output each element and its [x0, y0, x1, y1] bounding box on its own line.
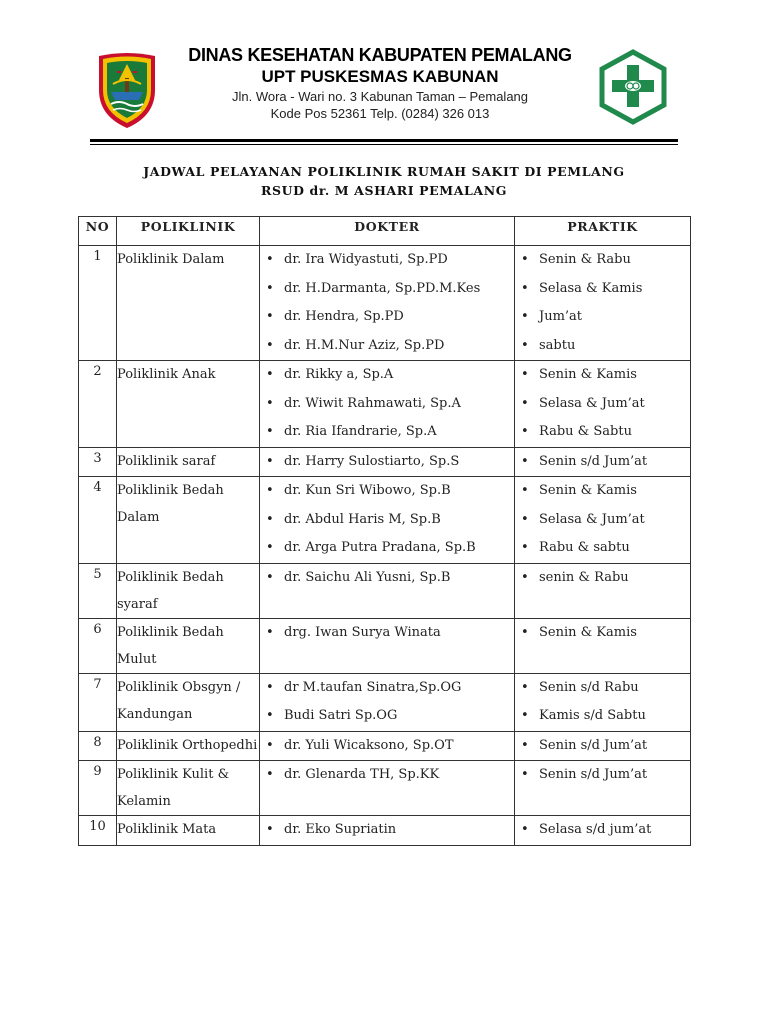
- practice-day-item: • Rabu & sabtu: [515, 534, 690, 563]
- doctor-item: • dr. Eko Supriatin: [260, 816, 514, 845]
- doctor-item: • dr. Ria Ifandrarie, Sp.A: [260, 418, 514, 447]
- practice-day-list: [515, 448, 690, 477]
- practice-day-list: [515, 246, 690, 360]
- contact-line: Kode Pos 52361 Telp. (0284) 326 013: [270, 106, 490, 121]
- doctor-list: [260, 619, 514, 648]
- poliklinik-name: Poliklinik Dalam: [117, 246, 260, 361]
- table-header-row: [79, 217, 691, 246]
- poliklinik-name: Poliklinik Obsgyn / Kandungan: [117, 673, 260, 731]
- doctor-item: • dr. Glenarda TH, Sp.KK: [260, 761, 514, 790]
- practice-day-list: [515, 816, 690, 845]
- doctor-item: • dr. Arga Putra Pradana, Sp.B: [260, 534, 514, 563]
- doctor-item: • dr. Wiwit Rahmawati, Sp.A: [260, 390, 514, 419]
- letterhead: [0, 0, 768, 150]
- practice-day-list: [515, 619, 690, 648]
- agency-name: DINAS KESEHATAN KABUPATEN PEMALANG: [188, 45, 572, 65]
- practice-day-cell: [515, 618, 691, 673]
- table-row: [79, 361, 691, 448]
- poliklinik-name: Poliklinik Bedah Dalam: [117, 477, 260, 564]
- table-row: [79, 246, 691, 361]
- table-row: [79, 761, 691, 816]
- row-number: 7: [79, 673, 117, 731]
- doctor-item: • dr. Abdul Haris M, Sp.B: [260, 506, 514, 535]
- practice-day-item: • Senin s/d Rabu: [515, 674, 690, 703]
- table-row: [79, 618, 691, 673]
- doctor-list: [260, 816, 514, 845]
- practice-day-item: • senin & Rabu: [515, 564, 690, 593]
- doctor-item: • dr. Saichu Ali Yusni, Sp.B: [260, 564, 514, 593]
- table-row: [79, 477, 691, 564]
- doctor-cell: [260, 563, 515, 618]
- practice-day-list: [515, 761, 690, 790]
- doctor-list: [260, 448, 514, 477]
- document-subtitle: RSUD dr. M ASHARI PEMALANG: [260, 183, 508, 198]
- doctor-list: [260, 246, 514, 360]
- row-number: 3: [79, 447, 117, 477]
- practice-day-cell: [515, 361, 691, 448]
- practice-day-item: • Senin & Kamis: [515, 477, 690, 506]
- poliklinik-name: Poliklinik saraf: [117, 447, 260, 477]
- table-row: [79, 447, 691, 477]
- practice-day-item: • Selasa s/d jum’at: [515, 816, 690, 845]
- practice-day-list: [515, 564, 690, 593]
- doctor-list: [260, 564, 514, 593]
- practice-day-cell: [515, 761, 691, 816]
- practice-day-item: • Rabu & Sabtu: [515, 418, 690, 447]
- table-row: [79, 816, 691, 846]
- doctor-cell: [260, 673, 515, 731]
- header-praktik: PRAKTIK: [515, 217, 691, 246]
- doctor-cell: [260, 816, 515, 846]
- row-number: 9: [79, 761, 117, 816]
- practice-day-item: • Kamis s/d Sabtu: [515, 702, 690, 731]
- doctor-item: • dr. Hendra, Sp.PD: [260, 303, 514, 332]
- practice-day-cell: [515, 246, 691, 361]
- doctor-item: • dr. Rikky a, Sp.A: [260, 361, 514, 390]
- poliklinik-name: Poliklinik Kulit & Kelamin: [117, 761, 260, 816]
- unit-name: UPT PUSKESMAS KABUNAN: [261, 67, 499, 86]
- row-number: 8: [79, 731, 117, 761]
- row-number: 2: [79, 361, 117, 448]
- practice-day-cell: [515, 477, 691, 564]
- table-row: [79, 563, 691, 618]
- practice-day-item: • Senin & Kamis: [515, 619, 690, 648]
- doctor-list: [260, 674, 514, 731]
- doctor-item: • dr. Kun Sri Wibowo, Sp.B: [260, 477, 514, 506]
- doctor-cell: [260, 447, 515, 477]
- row-number: 6: [79, 618, 117, 673]
- doctor-list: [260, 761, 514, 790]
- doctor-item: • dr. Harry Sulostiarto, Sp.S: [260, 448, 514, 477]
- row-number: 5: [79, 563, 117, 618]
- regency-emblem-icon: [95, 50, 159, 130]
- doctor-cell: [260, 246, 515, 361]
- doctor-cell: [260, 361, 515, 448]
- row-number: 1: [79, 246, 117, 361]
- practice-day-item: • Selasa & Jum’at: [515, 390, 690, 419]
- doctor-item: • Budi Satri Sp.OG: [260, 702, 514, 731]
- practice-day-list: [515, 361, 690, 447]
- doctor-cell: [260, 761, 515, 816]
- practice-day-item: • Selasa & Jum’at: [515, 506, 690, 535]
- doctor-list: [260, 732, 514, 761]
- doctor-item: • dr. H.Darmanta, Sp.PD.M.Kes: [260, 275, 514, 304]
- practice-day-cell: [515, 447, 691, 477]
- header-dokter: DOKTER: [260, 217, 515, 246]
- practice-day-cell: [515, 731, 691, 761]
- practice-day-item: • Selasa & Kamis: [515, 275, 690, 304]
- address-line: Jln. Wora - Wari no. 3 Kabunan Taman – Pemalang: [231, 89, 529, 104]
- poliklinik-name: Poliklinik Anak: [117, 361, 260, 448]
- poliklinik-name: Poliklinik Bedah syaraf: [117, 563, 260, 618]
- table-row: [79, 673, 691, 731]
- header-no: NO: [79, 217, 117, 246]
- schedule-table: [78, 216, 691, 846]
- practice-day-list: [515, 674, 690, 731]
- practice-day-item: • sabtu: [515, 332, 690, 361]
- practice-day-item: • Senin & Rabu: [515, 246, 690, 275]
- practice-day-cell: [515, 673, 691, 731]
- header-poliklinik: POLIKLINIK: [117, 217, 260, 246]
- row-number: 10: [79, 816, 117, 846]
- letterhead-text: [170, 44, 590, 122]
- poliklinik-name: Poliklinik Orthopedhi: [117, 731, 260, 761]
- doctor-list: [260, 361, 514, 447]
- doctor-item: • dr M.taufan Sinatra,Sp.OG: [260, 674, 514, 703]
- letterhead-rule-thick: [90, 139, 678, 142]
- poliklinik-name: Poliklinik Bedah Mulut: [117, 618, 260, 673]
- doctor-list: [260, 477, 514, 563]
- practice-day-cell: [515, 816, 691, 846]
- practice-day-item: • Senin s/d Jum’at: [515, 761, 690, 790]
- practice-day-item: • Senin s/d Jum’at: [515, 448, 690, 477]
- doctor-cell: [260, 731, 515, 761]
- doctor-cell: [260, 477, 515, 564]
- table-body: [79, 246, 691, 846]
- doctor-item: • drg. Iwan Surya Winata: [260, 619, 514, 648]
- doctor-cell: [260, 618, 515, 673]
- table-row: [79, 731, 691, 761]
- doctor-item: • dr. Ira Widyastuti, Sp.PD: [260, 246, 514, 275]
- puskesmas-emblem-icon: [598, 49, 668, 125]
- doctor-item: • dr. H.M.Nur Aziz, Sp.PD: [260, 332, 514, 361]
- document-title: JADWAL PELAYANAN POLIKLINIK RUMAH SAKIT DI PEMLANG: [143, 164, 625, 179]
- doctor-item: • dr. Yuli Wicaksono, Sp.OT: [260, 732, 514, 761]
- practice-day-item: • Senin s/d Jum’at: [515, 732, 690, 761]
- poliklinik-name: Poliklinik Mata: [117, 816, 260, 846]
- practice-day-cell: [515, 563, 691, 618]
- practice-day-list: [515, 477, 690, 563]
- practice-day-list: [515, 732, 690, 761]
- letterhead-rule-thin: [90, 144, 678, 145]
- practice-day-item: • Senin & Kamis: [515, 361, 690, 390]
- row-number: 4: [79, 477, 117, 564]
- practice-day-item: • Jum’at: [515, 303, 690, 332]
